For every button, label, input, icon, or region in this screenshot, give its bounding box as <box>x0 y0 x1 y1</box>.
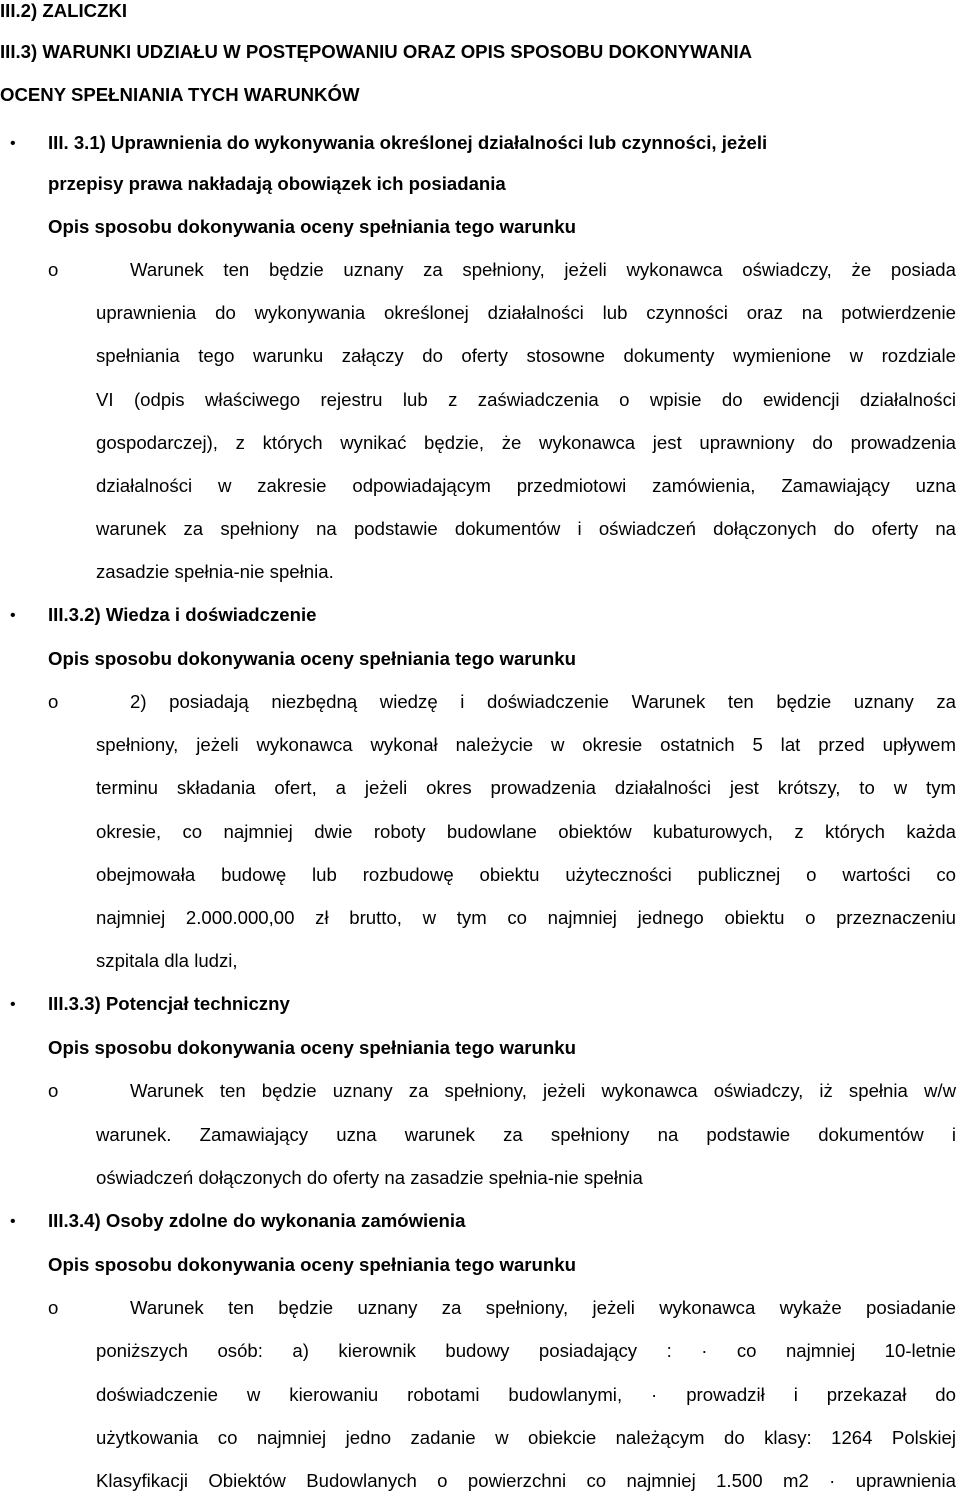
section-1-line: warunek za spełniony na podstawie dokumentów i oświadczeń dołączonych do oferty na <box>96 518 956 539</box>
section-2-line: 2) posiadają niezbędną wiedzę i doświadczenie Warunek ten będzie uznany za <box>130 691 956 712</box>
section-2-line: najmniej 2.000.000,00 zł brutto, w tym co najmniej jednego obiektu o przeznaczeniu <box>96 907 956 928</box>
section-3-desc-label: Opis sposobu dokonywania oceny spełniania tego warunku <box>48 1037 576 1058</box>
section-2-line: szpitala dla ludzi, <box>96 950 238 971</box>
section-2-title: III.3.2) Wiedza i doświadczenie <box>48 604 317 625</box>
section-1-title-line1: III. 3.1) Uprawnienia do wykonywania określonej działalności lub czynności, jeżeli <box>48 132 768 153</box>
heading-warunki-line1: III.3) WARUNKI UDZIAŁU W POSTĘPOWANIU ORAZ OPIS SPOSOBU DOKONYWANIA <box>0 41 753 62</box>
bullet-icon: • <box>10 607 16 624</box>
section-4-desc-label: Opis sposobu dokonywania oceny spełniania tego warunku <box>48 1254 576 1275</box>
section-4-title: III.3.4) Osoby zdolne do wykonania zamówienia <box>48 1210 466 1231</box>
section-4-line: doświadczenie w kierowaniu robotami budowlanymi, · prowadził i przekazał do <box>96 1384 956 1405</box>
section-2-desc-label: Opis sposobu dokonywania oceny spełniania tego warunku <box>48 648 576 669</box>
section-1-line: zasadzie spełnia-nie spełnia. <box>96 561 334 582</box>
sub-bullet-icon: o <box>48 691 59 712</box>
heading-warunki-line2: OCENY SPEŁNIANIA TYCH WARUNKÓW <box>0 84 360 105</box>
section-1-line: VI (odpis właściwego rejestru lub z zaświadczenia o wpisie do ewidencji działalności <box>96 389 956 410</box>
section-3-title: III.3.3) Potencjał techniczny <box>48 993 290 1014</box>
bullet-icon: • <box>10 135 16 152</box>
section-4-line: poniższych osób: a) kierownik budowy posiadający : · co najmniej 10-letnie <box>96 1340 956 1361</box>
section-2-line: terminu składania ofert, a jeżeli okres prowadzenia działalności jest krótszy, to w tym <box>96 777 956 798</box>
section-1-line: gospodarczej), z których wynikać będzie, że wykonawca jest uprawniony do prowadzenia <box>96 432 956 453</box>
section-3-line: Warunek ten będzie uznany za spełniony, jeżeli wykonawca oświadczy, iż spełnia w/w <box>130 1080 956 1101</box>
sub-bullet-icon: o <box>48 259 59 280</box>
section-1-line: spełniania tego warunku załączy do oferty stosowne dokumenty wymienione w rozdziale <box>96 345 956 366</box>
section-2-line: spełniony, jeżeli wykonawca wykonał należycie w okresie ostatnich 5 lat przed upływem <box>96 734 956 755</box>
section-2-line: obejmowała budowę lub rozbudowę obiektu użyteczności publicznej o wartości co <box>96 864 956 885</box>
sub-bullet-icon: o <box>48 1297 59 1318</box>
section-1-line: działalności w zakresie odpowiadającym przedmiotowi zamówienia, Zamawiający uzna <box>96 475 956 496</box>
section-4-line: Warunek ten będzie uznany za spełniony, jeżeli wykonawca wykaże posiadanie <box>130 1297 956 1318</box>
heading-zaliczki: III.2) ZALICZKI <box>0 0 128 21</box>
section-3-line: oświadczeń dołączonych do oferty na zasadzie spełnia-nie spełnia <box>96 1167 643 1188</box>
bullet-icon: • <box>10 996 16 1013</box>
section-2-line: okresie, co najmniej dwie roboty budowlane obiektów kubaturowych, z których każda <box>96 821 956 842</box>
section-1-line: uprawnienia do wykonywania określonej działalności lub czynności oraz na potwierdzenie <box>96 302 956 323</box>
section-1-desc-label: Opis sposobu dokonywania oceny spełniania tego warunku <box>48 216 576 237</box>
section-1-line: Warunek ten będzie uznany za spełniony, jeżeli wykonawca oświadczy, że posiada <box>130 259 956 280</box>
sub-bullet-icon: o <box>48 1080 59 1101</box>
section-4-line: użytkowania co najmniej jedno zadanie w obiekcie należącym do klasy: 1264 Polskiej <box>96 1427 956 1448</box>
section-4-line: Klasyfikacji Obiektów Budowlanych o powierzchni co najmniej 1.500 m2 · uprawnienia <box>96 1470 956 1491</box>
section-1-title-line2: przepisy prawa nakładają obowiązek ich posiadania <box>48 173 506 194</box>
bullet-icon: • <box>10 1213 16 1230</box>
section-3-line: warunek. Zamawiający uzna warunek za spełniony na podstawie dokumentów i <box>96 1124 956 1145</box>
